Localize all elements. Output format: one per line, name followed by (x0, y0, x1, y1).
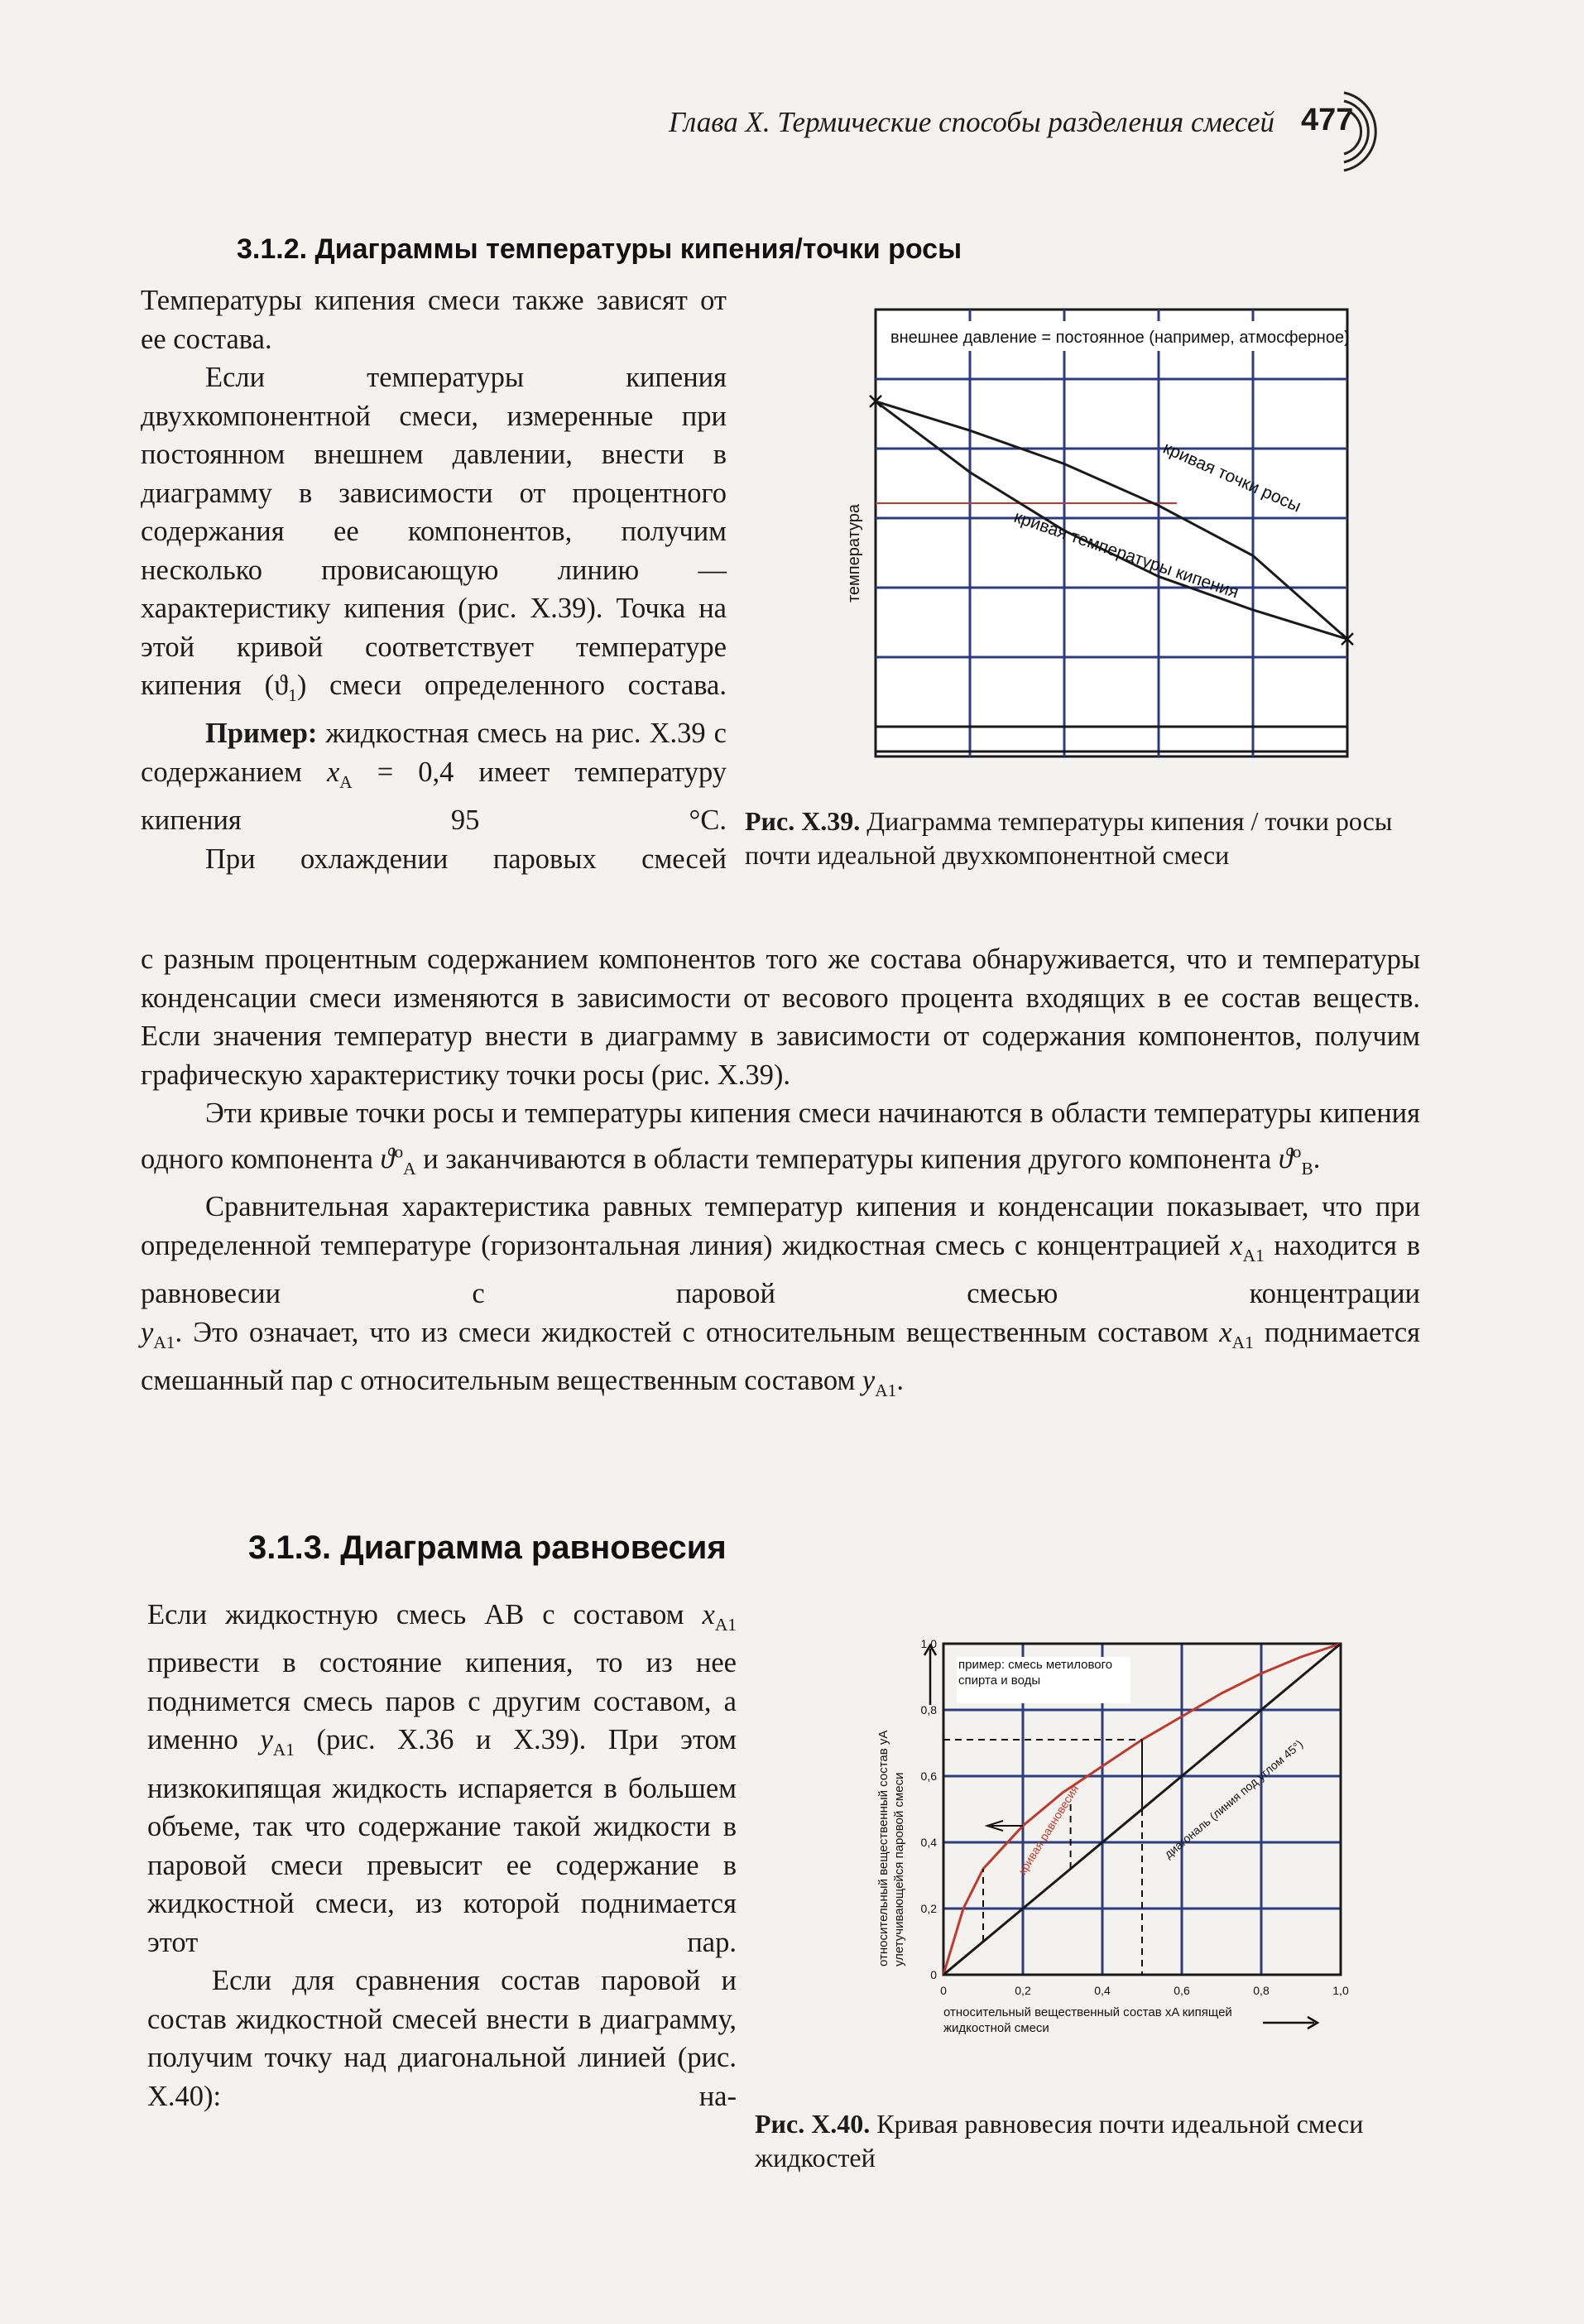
y-tick-label: 1,0 (920, 1637, 937, 1650)
theta1-symbol: $(ϑ_1)$ смеси определенного состава. (264, 670, 727, 705)
series-label-boil: кривая температуры кипения (1011, 507, 1241, 603)
example-paragraph: Пример: жидкостная смесь на рис. X.39 с содержанием $x_A = 0,4$ имеет температуру кипения 95 °С. (141, 718, 727, 837)
y-tick-label: 0,6 (920, 1769, 937, 1783)
x-tick-label: 0,8 (1253, 1984, 1270, 1997)
page-number-arc-icon (1341, 86, 1390, 177)
caption-text: Кривая равновесия почти идеальной смеси жидкостей (755, 2109, 1364, 2173)
boiling-dewpoint-diagram (845, 305, 1361, 768)
x-tick-label: 0,2 (1015, 1984, 1031, 1997)
plot-frame (876, 310, 1347, 756)
paragraph: Температуры кипения смеси также зависят от ее состава. (141, 285, 727, 355)
figure-39-caption (745, 804, 1423, 872)
chart-annotation: пример: смесь метилового спирта и воды (958, 1658, 1113, 1688)
series-label-dew: кривая точки росы (1159, 438, 1304, 516)
section-heading-3-1-2: 3.1.2. Диаграммы температуры кипения/точки росы (237, 233, 962, 265)
paragraph-text: Если температуры кипения двухкомпонентной смеси, измеренные при постоянном внешнем давлении, внести в диаграмму в зависимости от процентного содержания ее компонентов, получим несколько провисающую линию — характеристику кипения (рис. X.39). Точка на этой кривой соответствует температуре кипения (141, 362, 727, 701)
x-axis-arrow-icon (1263, 2017, 1318, 2029)
paragraph: Если жидкостную смесь АВ с составом $x_{A1}$ привести в состояние кипения, то из нее поднимется смесь паров с другим составом, а именно $y_{A1}$ (рис. X.36 и X.39). При этом низкокипящая жидкость испаряется в большем объеме, так что содержание такой жидкости в паровой смеси превысит ее содержание в жидкостной смеси, из которой поднимается этот пар. (147, 1599, 737, 1958)
left-column-3-1-3 (147, 1596, 737, 2115)
caption-text: Диаграмма температуры кипения / точки росы почти идеальной двухкомпонентной смеси (745, 806, 1393, 870)
y-tick-label: 0,2 (920, 1902, 937, 1915)
left-column-3-1-2 (141, 281, 727, 878)
y-tick-label: 0,4 (920, 1836, 937, 1849)
y-tick-label: 0 (930, 1968, 937, 1981)
section-heading-3-1-3: 3.1.3. Диаграмма равновесия (248, 1529, 727, 1566)
paragraph: с разным процентным содержанием компонентов того же состава обнаруживается, что и температуры конденсации смеси изменяются в зависимости от весового процента входящих в ее состав веществ. Если значения температур внести в диаграмму в зависимости от содержания компонентов, получим графическую характеристику точки росы (рис. X.39). (141, 944, 1420, 1091)
x-tick-label: 0 (940, 1984, 947, 1997)
y-axis-arrow-icon (924, 1645, 936, 1705)
paragraph: Если для сравнения состав паровой и состав жидкостной смесей внести в диаграмму, получим точку над диагональной линией (рис. X.40): на- (147, 1965, 737, 2112)
x-tick-label: 1,0 (1332, 1984, 1349, 1997)
construction-arrow-icon (987, 1821, 1023, 1831)
full-width-text (141, 940, 1420, 1410)
running-header: Глава X. Термические способы разделения смесей (669, 106, 1274, 138)
paragraph (141, 358, 727, 714)
x-axis-label: относительный вещественный состав xA кипящей жидкостной смеси (943, 2005, 1232, 2035)
y-axis-label: температура (845, 504, 863, 603)
y-tick-label: 0,8 (920, 1703, 937, 1717)
paragraph: Сравнительная характеристика равных температур кипения и конденсации показывает, что при определенной температуре (горизонтальная линия) жидкостная смесь с концентрацией $x_{A1}$ находится в равновесии с паровой смесью концентрации $y_{A1}$. Это означает, что из смеси жидкостей с относительным вещественным составом $x_{A1}$ поднимается смешанный пар с относительным вещественным составом $y_{A1}$. (141, 1191, 1421, 1401)
chart-title: внешнее давление = постоянное (например, атмосферное) (890, 329, 1350, 347)
x-tick-label: 0,4 (1094, 1984, 1111, 1997)
example-label: Пример: (205, 718, 318, 750)
x-tick-label: 0,6 (1174, 1984, 1190, 1997)
paragraph: Эти кривые точки росы и температуры кипения смеси начинаются в области температуры кипения одного компонента $ϑ^o_A$ и заканчиваются в области температуры кипения другого компонента $ϑ^o_B$. (141, 1097, 1420, 1179)
caption-label: Рис. X.40. (755, 2109, 871, 2139)
figure-40-caption (755, 2107, 1433, 2175)
equilibrium-diagram (861, 1635, 1374, 2082)
series-label-diagonal: диагональ (линия под углом 45°) (1161, 1736, 1306, 1861)
caption-label: Рис. X.39. (745, 806, 861, 836)
paragraph-start: При охлаждении паровых смесей (205, 843, 727, 875)
y-axis-label: относительный вещественный состав yA улетучивающейся паровой смеси (876, 1731, 906, 1966)
page-number: 477 (1301, 103, 1354, 137)
series-label-equilibrium: кривая равновесия (1015, 1782, 1082, 1877)
